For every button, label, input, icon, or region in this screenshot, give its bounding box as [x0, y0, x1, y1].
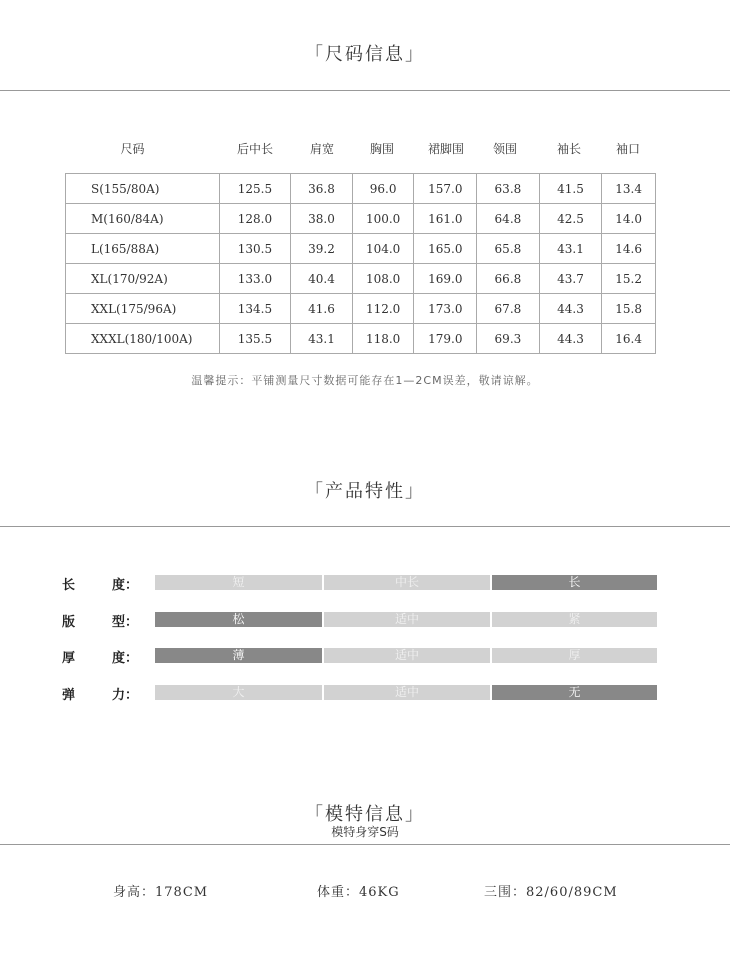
feature-row-elasticity: [0, 685, 730, 701]
header-sleeve-length: 袖长: [556, 142, 581, 156]
table-cell: 16.4: [602, 324, 656, 354]
divider: [0, 844, 730, 845]
feature-option: 紧: [492, 612, 657, 627]
size-cell: L(165/88A): [66, 234, 220, 264]
feature-option: 薄: [155, 648, 322, 663]
feature-label-char: 版: [62, 615, 76, 630]
table-cell: 133.0: [219, 264, 291, 294]
table-cell: 63.8: [477, 174, 540, 204]
table-cell: 15.2: [602, 264, 656, 294]
features-title: 「产品特性」: [305, 481, 425, 502]
table-cell: 44.3: [539, 324, 602, 354]
table-cell: 41.6: [291, 294, 353, 324]
table-cell: 44.3: [539, 294, 602, 324]
feature-option: 短: [155, 575, 322, 590]
feature-option: 适中: [324, 685, 490, 700]
table-cell: 130.5: [219, 234, 291, 264]
table-cell: 43.1: [539, 234, 602, 264]
table-cell: 14.0: [602, 204, 656, 234]
feature-label-suffix: 力：: [112, 688, 139, 703]
table-cell: 15.8: [602, 294, 656, 324]
size-info-title: 「尺码信息」: [305, 44, 425, 65]
table-cell: 112.0: [352, 294, 414, 324]
feature-row-thickness: [0, 648, 730, 664]
table-cell: 157.0: [414, 174, 477, 204]
table-cell: 118.0: [352, 324, 414, 354]
table-cell: 179.0: [414, 324, 477, 354]
table-cell: 169.0: [414, 264, 477, 294]
table-cell: 96.0: [352, 174, 414, 204]
table-cell: 64.8: [477, 204, 540, 234]
table-cell: 43.1: [291, 324, 353, 354]
table-cell: 165.0: [414, 234, 477, 264]
feature-option: 适中: [324, 612, 490, 627]
size-table: [65, 173, 656, 354]
table-cell: 128.0: [219, 204, 291, 234]
feature-label-char: 厚: [62, 651, 76, 666]
model-weight: 体重：46KG: [317, 885, 400, 900]
table-cell: 108.0: [352, 264, 414, 294]
header-collar: 领围: [492, 142, 517, 156]
feature-option: 长: [492, 575, 657, 590]
feature-option: 厚: [492, 648, 657, 663]
table-cell: 69.3: [477, 324, 540, 354]
table-cell: 173.0: [414, 294, 477, 324]
table-cell: 100.0: [352, 204, 414, 234]
feature-option: 松: [155, 612, 322, 627]
feature-row-length: [0, 575, 730, 591]
table-cell: 67.8: [477, 294, 540, 324]
model-subtitle: 模特身穿S码: [331, 825, 399, 839]
feature-option: 中长: [324, 575, 490, 590]
size-table-header: [0, 140, 730, 160]
feature-option: 适中: [324, 648, 490, 663]
feature-row-fit: [0, 612, 730, 628]
table-row: [66, 264, 656, 294]
feature-label-char: 弹: [62, 688, 76, 703]
measurement-note: 温馨提示：平铺测量尺寸数据可能存在1—2CM误差，敬请谅解。: [191, 374, 539, 387]
feature-option: 大: [155, 685, 322, 700]
table-cell: 36.8: [291, 174, 353, 204]
divider: [0, 90, 730, 91]
table-cell: 65.8: [477, 234, 540, 264]
size-cell: M(160/84A): [66, 204, 220, 234]
header-bust: 胸围: [369, 142, 394, 156]
feature-label-char: 长: [62, 578, 76, 593]
size-cell: XXXL(180/100A): [66, 324, 220, 354]
table-row: [66, 204, 656, 234]
feature-label-suffix: 度：: [112, 651, 139, 666]
table-row: [66, 234, 656, 264]
model-measurements: 三围：82/60/89CM: [484, 885, 618, 900]
table-cell: 66.8: [477, 264, 540, 294]
header-size: 尺码: [120, 142, 145, 156]
table-cell: 41.5: [539, 174, 602, 204]
header-cuff: 袖口: [615, 142, 640, 156]
table-cell: 40.4: [291, 264, 353, 294]
table-row: [66, 324, 656, 354]
table-cell: 42.5: [539, 204, 602, 234]
table-cell: 161.0: [414, 204, 477, 234]
table-cell: 39.2: [291, 234, 353, 264]
feature-option: 无: [492, 685, 657, 700]
model-info-title: 「模特信息」: [305, 804, 425, 825]
table-cell: 43.7: [539, 264, 602, 294]
table-row: [66, 174, 656, 204]
model-height: 身高：178CM: [113, 885, 209, 900]
table-row: [66, 294, 656, 324]
header-back-length: 后中长: [236, 142, 273, 156]
table-cell: 14.6: [602, 234, 656, 264]
divider: [0, 526, 730, 527]
header-shoulder: 肩宽: [309, 142, 334, 156]
table-cell: 38.0: [291, 204, 353, 234]
table-cell: 134.5: [219, 294, 291, 324]
feature-label-suffix: 度：: [112, 578, 139, 593]
table-cell: 13.4: [602, 174, 656, 204]
size-cell: XXL(175/96A): [66, 294, 220, 324]
table-cell: 135.5: [219, 324, 291, 354]
size-cell: S(155/80A): [66, 174, 220, 204]
feature-label-suffix: 型：: [112, 615, 139, 630]
table-cell: 104.0: [352, 234, 414, 264]
header-hem: 裙脚围: [427, 142, 464, 156]
table-cell: 125.5: [219, 174, 291, 204]
size-cell: XL(170/92A): [66, 264, 220, 294]
